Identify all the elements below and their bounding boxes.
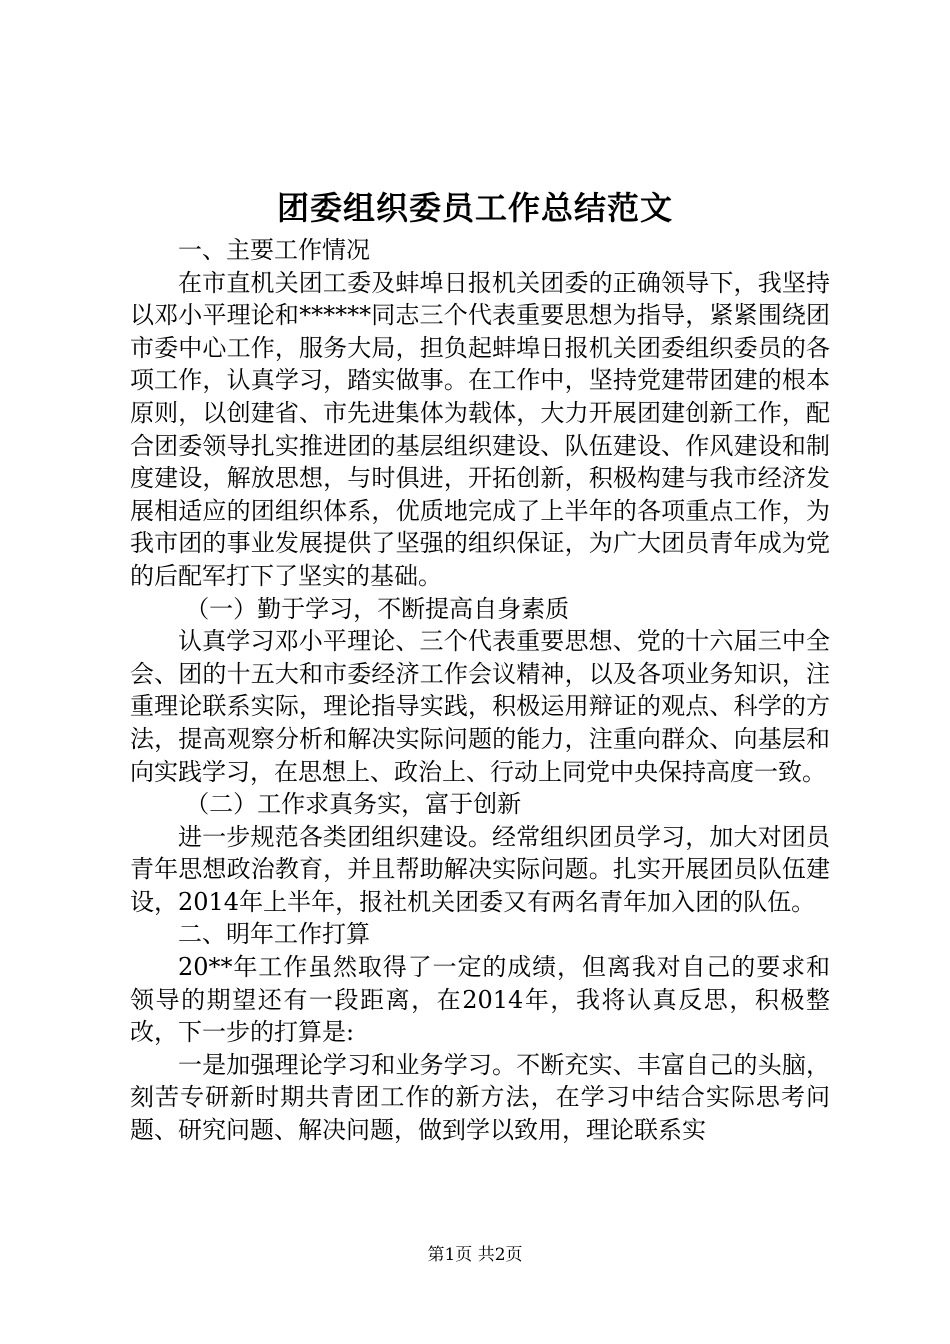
- paragraph-innovation: 进一步规范各类团组织建设。经常组织团员学习，加大对团员青年思想政治教育，并且帮助解决实际问题。扎实开展团员队伍建设，2014年上半年，报社机关团委又有两名青年加入团的队伍。: [130, 822, 830, 916]
- section-heading-main-work: 一、主要工作情况: [178, 236, 370, 264]
- subsection-heading-innovation: （二）工作求真务实，富于创新: [185, 790, 522, 819]
- paragraph-study: 认真学习邓小平理论、三个代表重要思想、党的十六届三中全会、团的十五大和市委经济工作会议精神，以及各项业务知识，注重理论联系实际，理论指导实践，积极运用辩证的观点、科学的方法，提高观察分析和解决实际问题的能力，注重向群众、向基层和向实践学习，在思想上、政治上、行动上同党中央保持高度一致。: [130, 627, 830, 786]
- paragraph-plan-one: 一是加强理论学习和业务学习。不断充实、丰富自己的头脑，刻苦专研新时期共青团工作的新方法，在学习中结合实际思考问题、研究问题、解决问题，做到学以致用，理论联系实: [130, 1050, 830, 1145]
- document-title: 团委组织委员工作总结范文: [276, 189, 673, 227]
- section-heading-next-year: 二、明年工作打算: [178, 920, 370, 949]
- document-body: [130, 234, 830, 1147]
- paragraph-next-year: 20**年工作虽然取得了一定的成绩，但离我对自己的要求和领导的期望还有一段距离，在2014年，我将认真反思，积极整改，下一步的打算是:: [130, 953, 830, 1047]
- paragraph-intro: 在市直机关团工委及蚌埠日报机关团委的正确领导下，我坚持以邓小平理论和******同志三个代表重要思想为指导，紧紧围绕团市委中心工作，服务大局，担负起蚌埠日报机关团委组织委员的各项工作，认真学习，踏实做事。在工作中，坚持党建带团建的根本原则，以创建省、市先进集体为载体，大力开展团建创新工作，配合团委领导扎实推进团的基层组织建设、队伍建设、作风建设和制度建设，解放思想，与时俱进，开拓创新，积极构建与我市经济发展相适应的团组织体系，优质地完成了上半年的各项重点工作，为我市团的事业发展提供了坚强的组织保证，为广大团员青年成为党的后配军打下了坚实的基础。: [130, 268, 830, 590]
- subsection-heading-study: （一）勤于学习，不断提高自身素质: [185, 594, 570, 623]
- page-footer: 第1页 共2页: [427, 1245, 523, 1265]
